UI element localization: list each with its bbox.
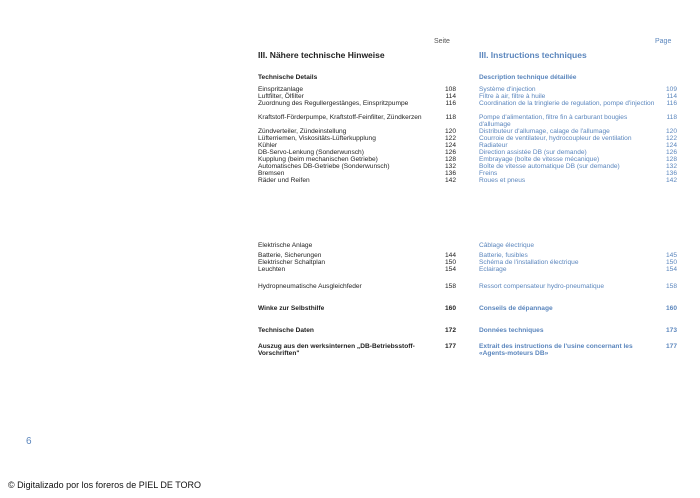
toc-entry: [258, 74, 456, 81]
toc-entry-label: Description technique détaillée: [479, 74, 577, 81]
toc-entry: [479, 74, 677, 81]
toc-entry-page: 128: [444, 156, 456, 163]
toc-entry-label: Räder und Reifen: [258, 177, 310, 184]
toc-entry: [258, 266, 456, 273]
toc-entry-page: 120: [444, 128, 456, 135]
toc-entry-page: 150: [665, 259, 677, 266]
toc-entry-label: Elektrischer Schaltplan: [258, 259, 326, 266]
toc-entry-page: 142: [444, 177, 456, 184]
toc-entry-page: 126: [665, 149, 677, 156]
toc-entry-page: 108: [444, 86, 456, 93]
toc-entry: [258, 327, 456, 334]
toc-entry-label: Filtre à air, filtre à huile: [479, 93, 546, 100]
toc-entry-page: 154: [665, 266, 677, 273]
toc-entry-page: 128: [665, 156, 677, 163]
toc-entry-label: Lüfterriemen, Viskositäts-Lüfterkupplung: [258, 135, 376, 142]
toc-entry: [479, 114, 677, 128]
toc-entry-label: Leuchten: [258, 266, 286, 273]
toc-entry-page: 122: [444, 135, 456, 142]
toc-entry-label: Extrait des instructions de l'usine concernant les «Agents-moteurs DB»: [479, 343, 633, 358]
toc-entry-label: Direction assistée DB (sur demande): [479, 149, 587, 156]
toc-entry-label: Schéma de l'installation électrique: [479, 259, 579, 266]
toc-entry-label: Batterie, Sicherungen: [258, 252, 322, 259]
toc-entry-label: Technische Details: [258, 74, 318, 81]
toc-entry-page: 120: [665, 128, 677, 135]
toc-entry-label: Câblage électrique: [479, 242, 534, 249]
german-section-title: III. Nähere technische Hinweise: [258, 50, 385, 60]
toc-entry: [479, 283, 677, 290]
toc-entry-page: 177: [665, 343, 677, 350]
toc-entry: [479, 305, 677, 312]
toc-entry: [479, 177, 677, 184]
toc-entry-label: Système d'injection: [479, 86, 536, 93]
toc-entry-page: 145: [665, 252, 677, 259]
toc-entry: [258, 177, 456, 184]
toc-entry: [258, 114, 456, 121]
toc-entry-label: Technische Daten: [258, 327, 314, 334]
toc-entry-page: 142: [665, 177, 677, 184]
toc-entry: [479, 343, 677, 357]
toc-entry-page: 177: [444, 343, 456, 350]
french-page-header: Page: [655, 38, 672, 45]
toc-entry-label: Zündverteiler, Zündeinstellung: [258, 128, 347, 135]
toc-entry-page: 173: [665, 327, 677, 334]
toc-entry-label: Kraftstoff-Förderpumpe, Kraftstoff-Feinfilter, Zündkerzen: [258, 114, 422, 121]
toc-entry-label: Données techniques: [479, 327, 544, 334]
toc-entry-page: 114: [445, 93, 456, 100]
toc-entry-page: 124: [444, 142, 456, 149]
copyright-notice: © Digitalizado por los foreros de PIEL DE TORO: [8, 480, 202, 490]
toc-entry-label: Winke zur Selbsthilfe: [258, 305, 325, 312]
toc-entry-label: Bremsen: [258, 170, 285, 177]
toc-entry-page: 150: [444, 259, 456, 266]
toc-entry: [258, 283, 456, 290]
page-number: 6: [26, 436, 32, 447]
toc-entry-page: 158: [665, 283, 677, 290]
toc-entry-page: 109: [665, 86, 677, 93]
toc-entry: [258, 343, 456, 357]
toc-entry-page: 132: [444, 163, 456, 170]
toc-entry-label: Freins: [479, 170, 498, 177]
toc-entry-label: Boîte de vitesse automatique DB (sur demande): [479, 163, 620, 170]
toc-entry-page: 124: [665, 142, 677, 149]
toc-entry-label: Coordination de la tringlerie de regulation, pompe d'injection: [479, 100, 655, 107]
toc-entry-label: Conseils de dépannage: [479, 305, 553, 312]
toc-entry-label: Automatisches DB-Getriebe (Sonderwunsch): [258, 163, 390, 170]
toc-entry-page: 160: [444, 305, 456, 312]
toc-entry-page: 154: [444, 266, 456, 273]
toc-entry-page: 118: [666, 114, 677, 121]
toc-entry-label: Courroie de ventilateur, hydrocoupleur de ventilation: [479, 135, 632, 142]
toc-entry-page: 172: [444, 327, 456, 334]
toc-entry-label: Radiateur: [479, 142, 508, 149]
toc-entry-page: 136: [444, 170, 456, 177]
toc-entry-label: Eclairage: [479, 266, 507, 273]
toc-entry-page: 132: [665, 163, 677, 170]
toc-entry-page: 118: [445, 114, 456, 121]
toc-entry-page: 160: [665, 305, 677, 312]
toc-entry-label: Ressort compensateur hydro-pneumatique: [479, 283, 604, 290]
toc-entry-label: Zuordnung des Regullergestänges, Einspritzpumpe: [258, 100, 409, 107]
toc-entry: [258, 242, 456, 249]
toc-entry: [479, 327, 677, 334]
toc-entry-page: 136: [665, 170, 677, 177]
toc-entry: [479, 266, 677, 273]
toc-entry: [258, 100, 456, 107]
toc-entry-label: Distributeur d'allumage, calage de l'allumage: [479, 128, 610, 135]
toc-entry-label: Embrayage (boîte de vitesse mécanique): [479, 156, 600, 163]
toc-entry-page: 158: [444, 283, 456, 290]
toc-entry-label: Batterie, fusibles: [479, 252, 528, 259]
toc-entry-label: Kühler: [258, 142, 278, 149]
toc-entry-label: Einspritzanlage: [258, 86, 304, 93]
toc-entry: [479, 100, 677, 107]
toc-entry-page: 122: [665, 135, 677, 142]
toc-entry-label: Auszug aus den werksinternen „DB-Betriebsstoff-Vorschriften": [258, 343, 415, 358]
toc-entry-label: Pompe d'alimentation, filtre fin à carburant bougies d'allumage: [479, 114, 628, 129]
toc-entry-page: 116: [445, 100, 456, 107]
toc-entry-label: Elektrische Anlage: [258, 242, 313, 249]
toc-entry-label: Kupplung (beim mechanischen Getriebe): [258, 156, 378, 163]
toc-entry: [479, 242, 677, 249]
toc-entry-label: Roues et pneus: [479, 177, 526, 184]
toc-entry-label: DB-Servo-Lenkung (Sonderwunsch): [258, 149, 364, 156]
toc-entry-page: 116: [666, 100, 677, 107]
toc-entry-page: 126: [444, 149, 456, 156]
toc-entry-page: 114: [666, 93, 677, 100]
german-page-header: Seite: [434, 38, 450, 45]
toc-entry: [258, 305, 456, 312]
french-section-title: III. Instructions techniques: [479, 50, 587, 60]
toc-entry-page: 144: [444, 252, 456, 259]
toc-entry-label: Luftfilter, Ölfilter: [258, 93, 304, 100]
toc-entry-label: Hydropneumatische Ausgleichfeder: [258, 283, 362, 290]
